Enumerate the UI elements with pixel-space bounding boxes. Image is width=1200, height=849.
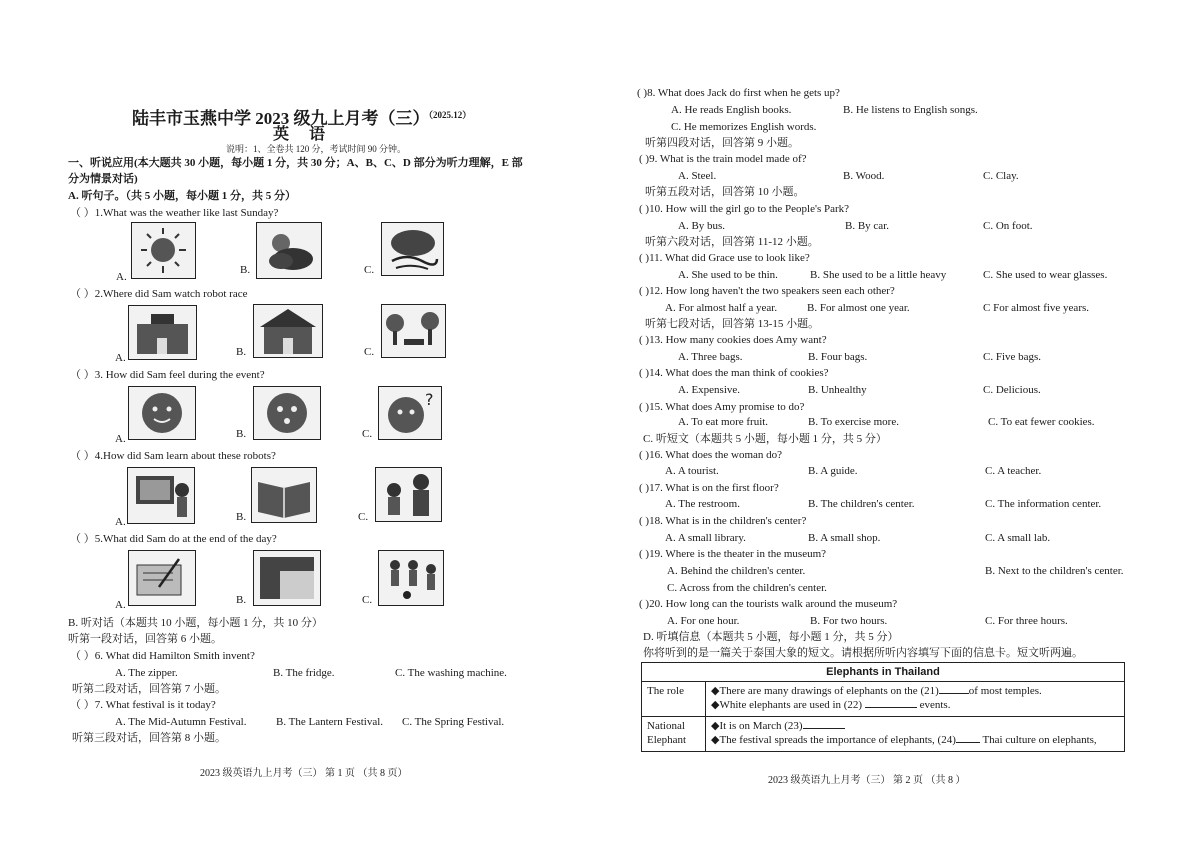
tv-icon — [128, 468, 194, 523]
page-2-footer: 2023 级英语九上月考（三） 第 2 页 （共 8 ） — [768, 775, 966, 786]
q1-option-a-label: A. — [116, 271, 127, 283]
q17-option-a: A. The restroom. — [665, 498, 740, 510]
q1-option-b-label: B. — [240, 264, 251, 276]
happy-face-picture — [128, 386, 196, 440]
question-20: ( )20. How long can the tourists walk around the museum? — [639, 598, 898, 610]
exam-note: 说明：1、全卷共 120 分，考试时间 90 分钟。 — [226, 144, 407, 154]
blank-23[interactable] — [803, 728, 845, 729]
q19-option-b: B. Next to the children's center. — [985, 565, 1124, 577]
dialogue-2-instruction: 听第二段对话，回答第 7 小题。 — [72, 683, 226, 695]
q2-option-c-label: C. — [364, 346, 375, 358]
part-b-heading: B. 听对话（本题共 10 小题，每小题 1 分，共 10 分） — [68, 617, 323, 629]
q2-option-a-label: A. — [115, 352, 126, 364]
q19-option-a: A. Behind the children's center. — [667, 565, 806, 577]
festival-label — [642, 717, 706, 752]
sun-icon — [132, 223, 195, 278]
school-building-picture — [128, 305, 197, 360]
sunny-weather-picture — [131, 222, 196, 279]
face-icon — [254, 387, 320, 439]
question-15: ( )15. What does Amy promise to do? — [639, 401, 805, 413]
dialogue-7-instruction: 听第七段对话，回答第 13-15 小题。 — [645, 318, 820, 330]
question-18: ( )18. What is in the children's center? — [639, 515, 807, 527]
watching-tv-picture — [127, 467, 195, 524]
q13-option-a: A. Three bags. — [678, 351, 743, 363]
blank-22[interactable] — [865, 707, 917, 708]
q3-option-c-label: C. — [362, 428, 373, 440]
q17-option-b: B. The children's center. — [808, 498, 915, 510]
face-question-icon — [379, 387, 441, 439]
asking-teacher-picture — [375, 467, 442, 522]
book-picture — [251, 467, 317, 523]
q4-option-a-label: A. — [115, 516, 126, 528]
q15-option-a: A. To eat more fruit. — [678, 416, 769, 428]
q18-option-c: C. A small lab. — [985, 532, 1051, 544]
dialogue-5-instruction: 听第五段对话，回答第 10 小题。 — [645, 186, 805, 198]
question-19: ( )19. Where is the theater in the museum? — [639, 548, 827, 560]
blank-21-prefix: ◆There are many drawings of elephants on the (21) — [711, 685, 939, 697]
blank-22-prefix: ◆White elephants are used in (22) — [711, 699, 863, 711]
q12-option-b: B. For almost one year. — [807, 302, 910, 314]
question-2: （ ）2.Where did Sam watch robot race — [70, 288, 248, 300]
q10-option-c: C. On foot. — [983, 220, 1033, 232]
question-16: ( )16. What does the woman do? — [639, 449, 783, 461]
playing-football-picture — [378, 550, 444, 606]
q16-option-b: B. A guide. — [808, 465, 858, 477]
park-trees-icon — [382, 305, 445, 357]
q18-option-a: A. A small library. — [665, 532, 746, 544]
cloudy-weather-picture — [256, 222, 322, 279]
festival-content — [706, 717, 1125, 752]
museum-icon — [254, 305, 322, 357]
question-9: ( )9. What is the train model made of? — [639, 153, 807, 165]
q8-option-c: C. He memorizes English words. — [671, 121, 817, 133]
festival-label-line2: Elephant — [647, 734, 687, 746]
dialogue-3-instruction: 听第三段对话，回答第 8 小题。 — [72, 732, 226, 744]
question-13: ( )13. How many cookies does Amy want? — [639, 334, 827, 346]
q14-option-a: A. Expensive. — [678, 384, 741, 396]
festival-label-line1: National — [647, 720, 685, 732]
q18-option-b: B. A small shop. — [808, 532, 881, 544]
q12-option-a: A. For almost half a year. — [665, 302, 778, 314]
dialogue-1-instruction: 听第一段对话，回答第 6 小题。 — [68, 633, 222, 645]
q14-option-b: B. Unhealthy — [808, 384, 867, 396]
part-d-instructions: 你将听到的是一篇关于泰国大象的短文。请根据所听内容填写下面的信息卡。短文听两遍。 — [643, 647, 1083, 659]
page-1-footer: 2023 级英语九上月考（三） 第 1 页 （共 8 页） — [200, 768, 408, 779]
q2-option-b-label: B. — [236, 346, 247, 358]
q5-option-a-label: A. — [115, 599, 126, 611]
info-card-table — [641, 662, 1125, 752]
q14-option-c: C. Delicious. — [983, 384, 1041, 396]
dialogue-6-instruction: 听第六段对话，回答第 11-12 小题。 — [645, 236, 819, 248]
q17-option-c: C. The information center. — [985, 498, 1102, 510]
q20-option-c: C. For three hours. — [985, 615, 1068, 627]
q3-option-a-label: A. — [115, 433, 126, 445]
q6-option-b: B. The fridge. — [273, 667, 335, 679]
q8-option-b: B. He listens to English songs. — [843, 104, 978, 116]
museum-picture — [253, 304, 323, 358]
computer-icon — [254, 551, 320, 605]
info-card-header: Elephants in Thailand — [642, 663, 1125, 682]
question-10: ( )10. How will the girl go to the People's Park? — [639, 203, 850, 215]
blank-21[interactable] — [939, 693, 969, 694]
role-label: The role — [642, 682, 706, 717]
q20-option-a: A. For one hour. — [667, 615, 740, 627]
open-book-icon — [252, 468, 316, 522]
question-11: ( )11. What did Grace use to look like? — [639, 252, 810, 264]
question-5: （ ）5.What did Sam do at the end of the day? — [70, 533, 277, 545]
q8-option-a: A. He reads English books. — [671, 104, 792, 116]
surprised-face-picture — [253, 386, 321, 440]
q19-option-c: C. Across from the children's center. — [667, 582, 827, 594]
q9-option-c: C. Clay. — [983, 170, 1019, 182]
q13-option-c: C. Five bags. — [983, 351, 1042, 363]
role-content — [706, 682, 1125, 717]
q11-option-a: A. She used to be thin. — [678, 269, 778, 281]
q9-option-a: A. Steel. — [678, 170, 717, 182]
blank-22-suffix: events. — [919, 699, 951, 711]
exam-date: （2025.12） — [424, 110, 472, 120]
scroll-pen-icon — [129, 551, 195, 605]
q15-option-c: C. To eat fewer cookies. — [988, 416, 1095, 428]
school-icon — [129, 306, 196, 359]
writing-picture — [128, 550, 196, 606]
confused-face-picture — [378, 386, 442, 440]
question-7: （ ）7. What festival is it today? — [70, 699, 216, 711]
q9-option-b: B. Wood. — [843, 170, 885, 182]
q4-option-c-label: C. — [358, 511, 369, 523]
wind-cloud-icon — [382, 223, 443, 275]
q12-option-c: C For almost five years. — [983, 302, 1090, 314]
q5-option-b-label: B. — [236, 594, 247, 606]
q5-option-c-label: C. — [362, 594, 373, 606]
exam-title: 陆丰市玉燕中学 2023 级九上月考（三） — [132, 109, 430, 128]
question-17: ( )17. What is on the first floor? — [639, 482, 779, 494]
q7-option-c: C. The Spring Festival. — [402, 716, 505, 728]
question-8: ( )8. What does Jack do first when he gets up? — [637, 87, 840, 99]
face-icon — [129, 387, 195, 439]
q10-option-a: A. By bus. — [678, 220, 726, 232]
q6-option-a: A. The zipper. — [115, 667, 178, 679]
blank-24[interactable] — [956, 742, 980, 743]
park-picture — [381, 304, 446, 358]
windy-weather-picture — [381, 222, 444, 276]
question-14: ( )14. What does the man think of cookies? — [639, 367, 829, 379]
blank-21-suffix: of most temples. — [968, 685, 1042, 697]
subject-title: 英 语 — [273, 126, 334, 143]
part-d-heading: D. 听填信息（本题共 5 小题，每小题 1 分，共 5 分） — [643, 631, 899, 643]
q11-option-c: C. She used to wear glasses. — [983, 269, 1108, 281]
question-6: （ ）6. What did Hamilton Smith invent? — [70, 650, 255, 662]
q10-option-b: B. By car. — [845, 220, 889, 232]
question-1: （ ）1.What was the weather like last Sunday? — [70, 207, 279, 219]
q13-option-b: B. Four bags. — [808, 351, 868, 363]
question-12: ( )12. How long haven't the two speakers seen each other? — [639, 285, 895, 297]
svg-text:?: ? — [425, 390, 434, 409]
part-a-heading: A. 听句子。（共 5 小题，每小题 1 分，共 5 分） — [68, 190, 296, 202]
dialogue-4-instruction: 听第四段对话，回答第 9 小题。 — [645, 137, 799, 149]
computer-picture — [253, 550, 321, 606]
q16-option-a: A. A tourist. — [665, 465, 719, 477]
q15-option-b: B. To exercise more. — [808, 416, 899, 428]
question-3: （ ）3. How did Sam feel during the event? — [70, 369, 265, 381]
q11-option-b: B. She used to be a little heavy — [810, 269, 947, 281]
q4-option-b-label: B. — [236, 511, 247, 523]
people-talking-icon — [376, 468, 441, 521]
q16-option-c: C. A teacher. — [985, 465, 1042, 477]
kids-playing-icon — [379, 551, 443, 605]
blank-24-suffix: Thai culture on elephants, — [982, 734, 1097, 746]
q7-option-b: B. The Lantern Festival. — [276, 716, 384, 728]
q3-option-b-label: B. — [236, 428, 247, 440]
part-c-heading: C. 听短文（本题共 5 小题，每小题 1 分，共 5 分） — [643, 433, 887, 445]
cloud-sun-icon — [257, 223, 321, 278]
blank-23-prefix: ◆It is on March (23) — [711, 720, 803, 732]
question-4: （ ）4.How did Sam learn about these robots? — [70, 450, 276, 462]
q6-option-c: C. The washing machine. — [395, 667, 507, 679]
q7-option-a: A. The Mid-Autumn Festival. — [115, 716, 247, 728]
blank-24-prefix: ◆The festival spreads the importance of elephants, (24) — [711, 734, 956, 746]
section1-heading: 一、听说应用(本大题共 30 小题，每小题 1 分，共 30 分；A、B、C、D 部分为听力理解，E 部 — [68, 157, 523, 169]
section1-heading-cont: 分为情景对话) — [68, 173, 138, 185]
q20-option-b: B. For two hours. — [810, 615, 888, 627]
q1-option-c-label: C. — [364, 264, 375, 276]
